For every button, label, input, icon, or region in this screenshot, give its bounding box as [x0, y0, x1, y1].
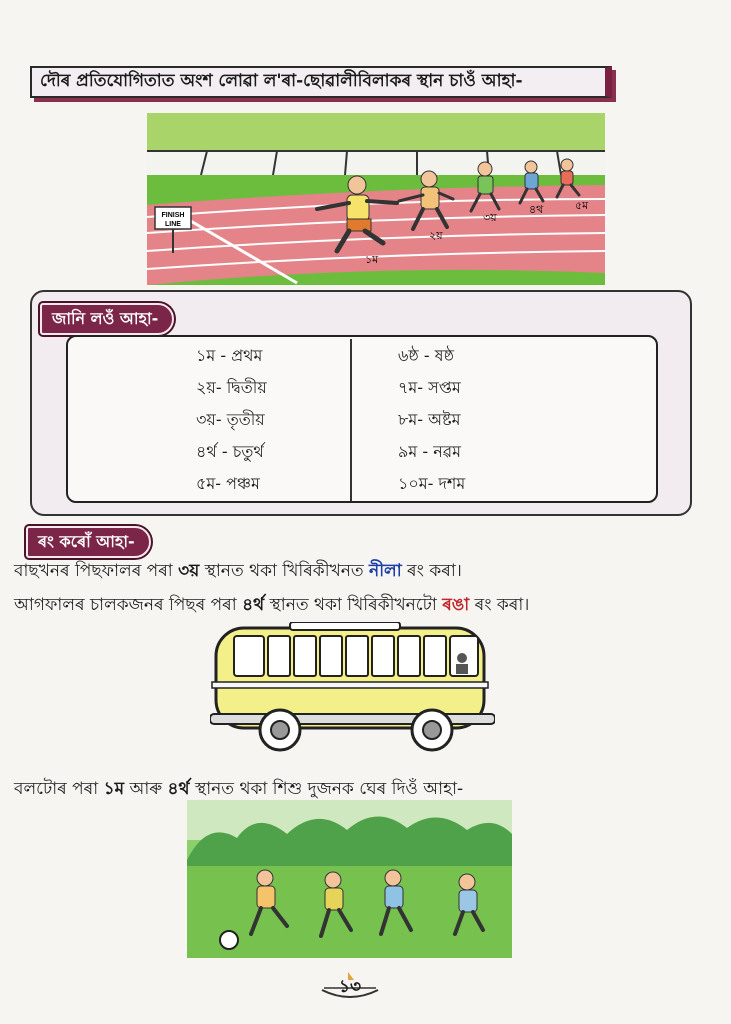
ordinal-item: ৮ম- অষ্টম	[398, 410, 461, 429]
bus-window[interactable]	[424, 636, 446, 676]
page-number-text: ১৩	[338, 977, 362, 997]
instruction-text: আগফালৰ চালকজনৰ পিছৰ পৰা	[14, 595, 243, 615]
ordinal-emphasis: ১ম	[103, 779, 125, 799]
race-illustration	[147, 113, 605, 285]
ordinal-table	[66, 335, 658, 503]
instruction-blue-window	[14, 558, 462, 586]
bus-windows	[234, 636, 478, 676]
instruction-text: স্থানত থকা শিশু দুজনক ঘেৰ দিওঁ আহা-	[189, 779, 464, 799]
instruction-text: স্থানত থকা খিৰিকীখনটো	[264, 595, 443, 615]
color-word-blue: নীলা	[369, 561, 402, 581]
place-label-4: ৪থ	[529, 203, 544, 216]
bus-window[interactable]	[320, 636, 342, 676]
finish-sign-line2: LINE	[165, 221, 181, 228]
bus-window[interactable]	[294, 636, 316, 676]
instruction-text: বাছখনৰ পিছফালৰ পৰা	[14, 561, 179, 581]
ordinal-column-left	[196, 344, 267, 496]
place-label-5: ৫ম	[575, 199, 589, 212]
table-divider	[350, 339, 352, 501]
instruction-text: স্থানত থকা খিৰিকীখনত	[199, 561, 370, 581]
ordinal-item: ৪ৰ্থ - চতুৰ্থ	[196, 442, 264, 461]
bus-window[interactable]	[346, 636, 368, 676]
color-section-tag: ৰং কৰোঁ আহা-	[26, 526, 151, 558]
place-label-2: ২য়	[429, 229, 443, 242]
finish-sign-line1: FINISH	[161, 212, 185, 219]
bus-illustration	[210, 622, 495, 762]
instruction-red-window	[14, 592, 529, 620]
instruction-text: ৰং কৰা।	[401, 561, 462, 581]
instruction-text: বলটোৰ পৰা	[14, 779, 104, 799]
ordinal-column-right	[398, 344, 465, 496]
color-word-red: ৰঙা	[442, 595, 470, 615]
place-label-3: ৩য়	[483, 211, 497, 224]
bus-window[interactable]	[372, 636, 394, 676]
know-section-tag: জানি লওঁ আহা-	[40, 303, 174, 335]
ordinal-item: ৩য়- তৃতীয়	[196, 410, 265, 429]
football	[220, 931, 238, 949]
ordinal-item: ৭ম- সপ্তম	[398, 378, 461, 397]
ordinal-item: ৯ম - নৱম	[398, 442, 462, 461]
instruction-text: ৰং কৰা।	[469, 595, 530, 615]
page-number	[318, 968, 382, 1004]
bus-window[interactable]	[234, 636, 264, 676]
ordinal-emphasis: ৪ৰ্থ	[167, 779, 190, 799]
ordinal-item: ১ম - প্ৰথম	[196, 346, 263, 365]
bus-window[interactable]	[398, 636, 420, 676]
ordinal-item: ২য়- দ্বিতীয়	[196, 378, 267, 397]
football-illustration	[187, 800, 512, 958]
ordinal-item: ১০ম- দশম	[398, 474, 466, 493]
page-heading: দৌৰ প্ৰতিযোগিতাত অংশ লোৱা ল'ৰা-ছোৱালীবিলাকৰ স্থান চাওঁ আহা-	[30, 66, 612, 98]
ordinal-emphasis: ৪ৰ্থ	[242, 595, 265, 615]
place-label-1: ১ম	[365, 253, 379, 266]
bus-window[interactable]	[268, 636, 290, 676]
ordinal-emphasis: ৩য়	[178, 561, 200, 581]
ordinal-item: ৫ম- পঞ্চম	[196, 474, 260, 493]
instruction-text: আৰু	[124, 779, 168, 799]
ordinal-item: ৬ষ্ঠ - ষষ্ঠ	[398, 346, 455, 365]
